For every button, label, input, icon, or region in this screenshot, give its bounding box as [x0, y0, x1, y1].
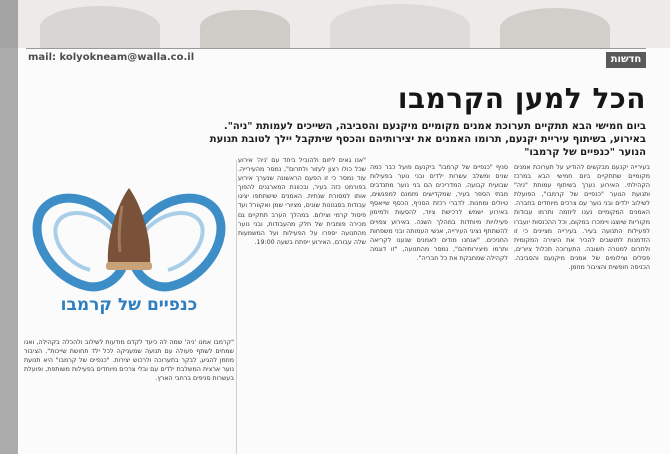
column-divider	[236, 160, 237, 454]
krembo-base	[106, 262, 152, 270]
section-label: חדשות	[606, 52, 646, 68]
header-rule	[26, 48, 646, 49]
article-column-4: "קרמבו אמנו 'ניה' שמה לה כיעד לקדם מודעות לשילוב ולהכלה בקהילה, ואנו שמחים לשתף פעולה עם תנועה שמעניקה לכל ילד תחושת שייכות". הציבור מוזמן להגיע, לבקר בתערוכה ולרכוש יצירות. "כנפיים של קרמבו" היא תנועת נוער ארצית המשלבת ילדים עם ובלי צרכים מיוחדים בפעילות משותפת, ופועלת בעשרות סניפים ברחבי הארץ.	[24, 339, 234, 383]
header-photo-banner	[0, 0, 670, 48]
krembo-chocolate	[108, 188, 150, 264]
article-column-2: סניף "כנפיים של קרמבו" ביקנעם פועל כבר כמה שנים ומשלב עשרות ילדים ובני נוער בפעילות שבועית קבועה. המדריכים הם בני נוער מתנדבים מבתי הספר בעיר, שמקדישים מזמנם למפגשים, טיולים ומחנות. לדברי רכזת הסניף, הכסף שייאסף באירוע ישמש לרכישת ציוד, להסעות ולמימון פעילויות מיוחדות במהלך השנה. באירוע צפויים להשתתף נציגי העירייה, אנשי העמותה ובני משפחות החניכים. "אנחנו מודים לאמנים שנענו לקריאה ותרמו מיצירותיהם", נמסר מהתנועה, "זו דוגמה לקהילה שמחבקת את כל חבריה".	[370, 164, 508, 262]
article-column-1: בעירייה יקנעם מבקשים להודיע על תערוכת אמנים מקומיים שתתקיים ביום חמישי הבא במרכז הקהילתי. האירוע נערך בשיתוף עמותת "ניה" ותנועת הנוער "כנפיים של קרמבו", הפועלת לשילוב ילדים ובני נוער עם צרכים מיוחדים בחברה. האמנים המקומיים נענו ליוזמה ותרמו עבודות מקוריות שיוצגו ויימכרו במקום, וכל ההכנסות יועברו לפעילות התנועה בעיר. בעירייה מציינים כי זו הזדמנות לתושבים להכיר את היצירה המקומית ולתרום למטרה חשובה. התערוכה תכלול ציורים, פסלים וצילומים של אמנים מיקנעם והסביבה. הכניסה חופשית והציבור מוזמן.	[514, 164, 650, 272]
lead-paragraph: ביום חמישי הבא תתקיים תערוכת אמנים מקומיים מיקנעם והסביבה, השייכים לעמותת "ניה". באירוע, בשיתוף עיריית יקנעם, תרומו האמנים את יצירותיהם והכסף שיתקבל יילך לטובת תנועת הנוער "כנפיים של קרמבו"	[209, 121, 646, 158]
logo-text: כנפיים של קרמבו	[60, 295, 198, 315]
headline: הכל למען הקרמבו	[397, 82, 646, 115]
contact-email: mail: kolyokneam@walla.co.il	[28, 52, 195, 63]
page-fold-shadow	[0, 0, 18, 454]
article-column-3: "אנו גאים ליזום ולהוביל ביחד עם 'ניה' אירוע שכל כולו רצון לעזור ולתרום", נמסר מהעירייה. עוד נמסר כי זו הפעם הראשונה שנערך אירוע בפורמט כזה בעיר, ובכוונת המארגנים להפוך אותו למסורת שנתית. האמנים שישתתפו יציגו עבודות בסגנונות שונים, מציורי שמן ואקוורל ועד פיסול קרמי וצילום. במהלך הערב תתקיים גם מכירה פומבית של חלק מהעבודות, ובני נוער מהתנועה יספרו על הפעילות ועל המשמעות שלה עבורם. האירוע ייפתח בשעה 19:00.	[238, 157, 366, 246]
kanfei-krembo-logo	[28, 160, 230, 332]
